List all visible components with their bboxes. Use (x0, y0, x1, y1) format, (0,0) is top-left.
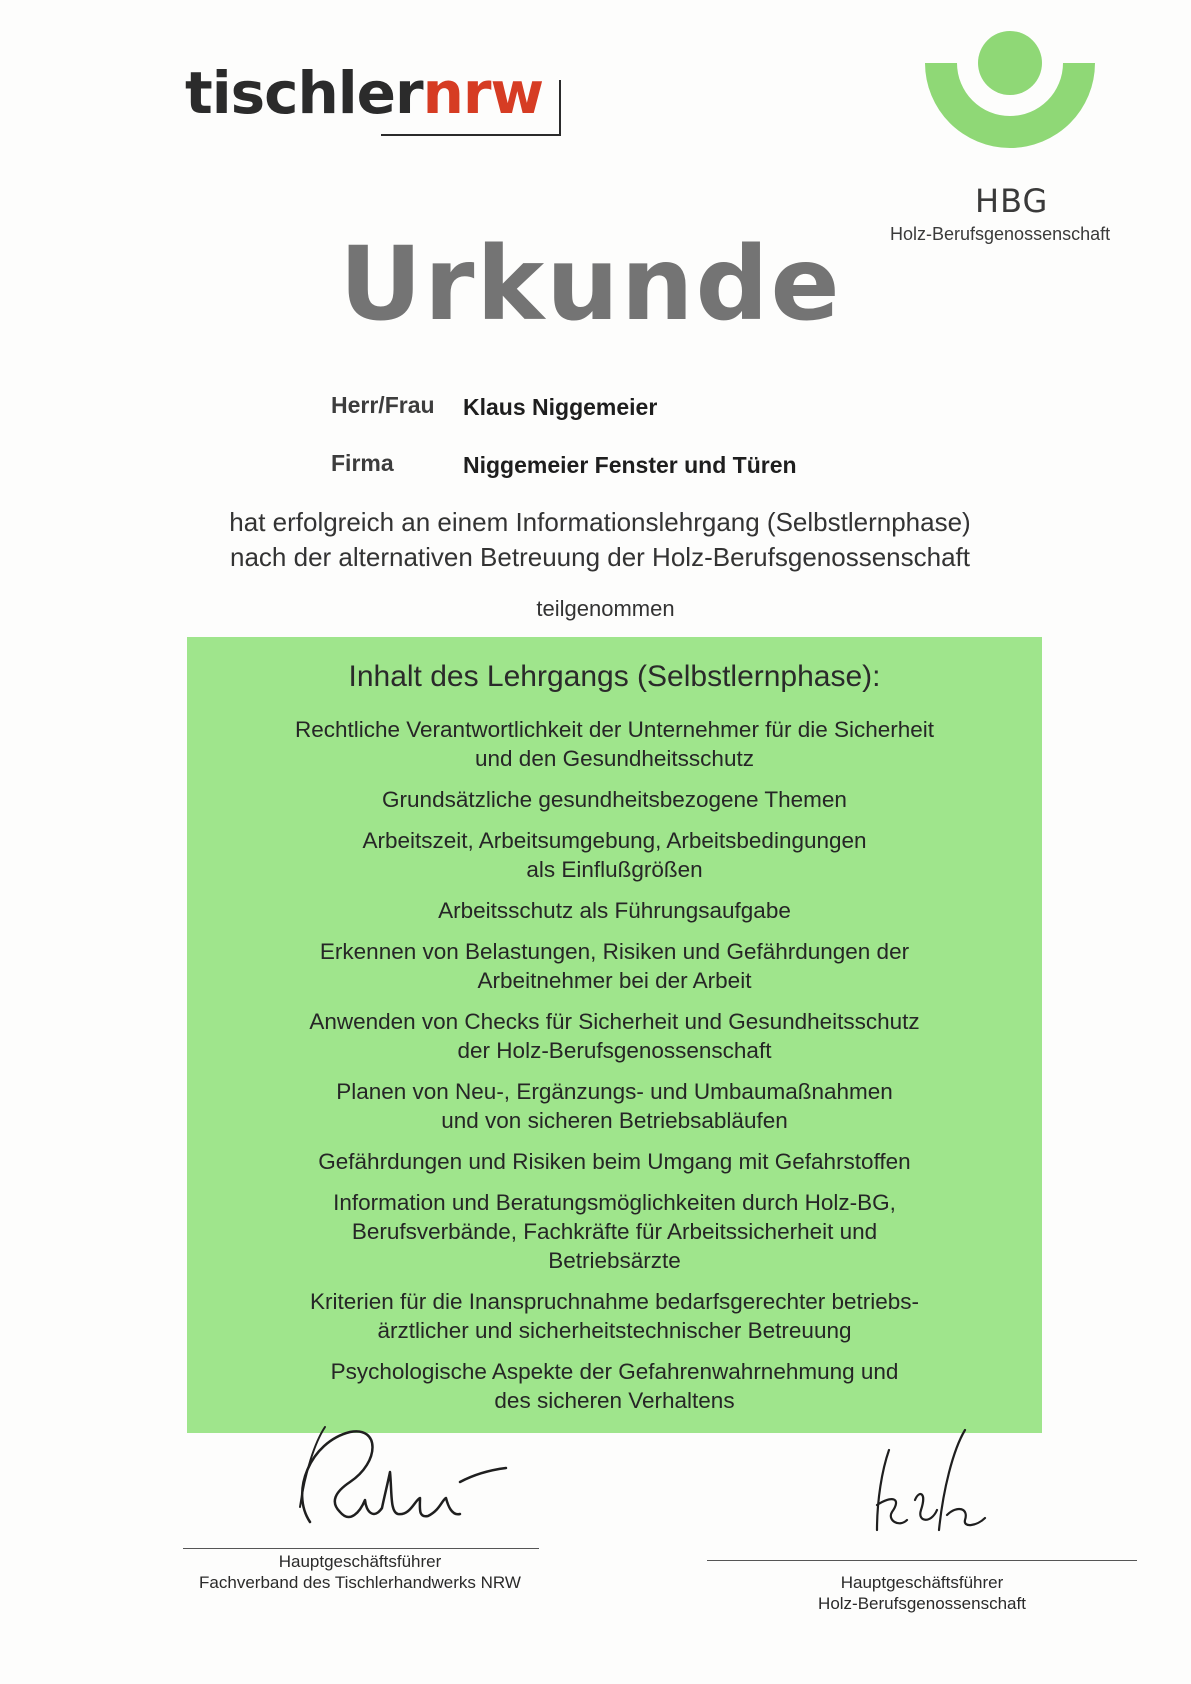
course-topic-line: ärztlicher und sicherheitstechnischer Betreuung (377, 1318, 852, 1343)
course-topic-line: Arbeitszeit, Arbeitsumgebung, Arbeitsbedingungen (362, 828, 867, 853)
page-title (0, 225, 1191, 344)
hbg-full-name: Holz-Berufsgenossenschaft (890, 224, 1111, 244)
course-topic-line: Psychologische Aspekte der Gefahrenwahrnehmung und (330, 1359, 899, 1384)
course-topic-line: der Holz-Berufsgenossenschaft (457, 1038, 772, 1063)
hbg-logo (880, 28, 1140, 244)
course-topic-item (237, 785, 992, 814)
course-topic-line: Anwenden von Checks für Sicherheit und Gesundheitsschutz (309, 1009, 920, 1034)
right-signature-line (707, 1560, 1137, 1561)
course-topic-item (237, 896, 992, 925)
course-topic-line: und den Gesundheitsschutz (475, 746, 754, 771)
company-label: Firma (331, 450, 394, 476)
course-topic-line: Betriebsärzte (548, 1248, 681, 1273)
logo-underline (381, 134, 561, 136)
hbg-abbreviation: HBG (975, 182, 1049, 220)
course-topic-item (237, 1188, 992, 1275)
course-topic-item (237, 1147, 992, 1176)
tischler-nrw-logo (185, 58, 565, 140)
left-signature-org: Fachverband des Tischlerhandwerks NRW (199, 1573, 521, 1592)
logo-vertical-rule (559, 80, 561, 136)
company-field (331, 450, 931, 480)
course-topic-line: Arbeitsschutz als Führungsaufgabe (438, 898, 791, 923)
course-topic-item (237, 715, 992, 773)
course-topic-line: Grundsätzliche gesundheitsbezogene Themen (382, 787, 847, 812)
course-topic-item (237, 826, 992, 884)
left-signature-line (183, 1548, 539, 1549)
course-topic-line: Gefährdungen und Risiken beim Umgang mit Gefahrstoffen (318, 1149, 911, 1174)
right-signature-block (707, 1420, 1137, 1620)
course-topic-line: Kriterien für die Inanspruchnahme bedarfsgerechter betriebs- (309, 1289, 920, 1314)
course-topic-line: Arbeitnehmer bei der Arbeit (477, 968, 752, 993)
name-field (331, 392, 831, 422)
page-title-text: Urkunde (339, 225, 842, 344)
name-label: Herr/Frau (331, 392, 435, 418)
course-topic-line: Erkennen von Belastungen, Risiken und Gefährdungen der (319, 939, 910, 964)
right-signature-org: Holz-Berufsgenossenschaft (818, 1594, 1026, 1613)
tischler-logo-wordmark (185, 58, 543, 128)
company-value: Niggemeier Fenster und Türen (463, 452, 797, 478)
tischler-logo-text: tischler (185, 59, 423, 127)
course-topic-line: und von sicheren Betriebsabläufen (441, 1108, 788, 1133)
left-signature-image (270, 1412, 510, 1552)
course-topic-item (237, 1077, 992, 1135)
intro-text (150, 505, 1050, 575)
course-topic-item (237, 1007, 992, 1065)
course-topic-line: Planen von Neu-, Ergänzungs- und Umbaumaßnahmen (336, 1079, 893, 1104)
nrw-logo-text: nrw (422, 59, 544, 127)
left-signature-block (180, 1400, 540, 1600)
right-signature-role: Hauptgeschäftsführer (840, 1573, 1004, 1592)
course-topic-line: als Einflußgrößen (526, 857, 703, 882)
course-content-heading: Inhalt des Lehrgangs (Selbstlernphase): (348, 660, 881, 693)
name-value: Klaus Niggemeier (463, 394, 658, 420)
participated-text: teilgenommen (536, 596, 675, 621)
course-topic-line: Berufsverbände, Fachkräfte für Arbeitssicherheit und (351, 1219, 878, 1244)
course-topic-line: Rechtliche Verantwortlichkeit der Unternehmer für die Sicherheit (294, 717, 935, 742)
intro-line: hat erfolgreich an einem Informationslehrgang (Selbstlernphase) (229, 507, 971, 537)
right-signature-image (847, 1420, 997, 1540)
course-topic-line: des sicheren Verhaltens (494, 1388, 735, 1413)
left-signature-role: Hauptgeschäftsführer (278, 1552, 442, 1571)
course-topic-line: Information und Beratungsmöglichkeiten durch Holz-BG, (333, 1190, 896, 1215)
course-content-list (237, 715, 992, 1427)
course-topic-item (237, 1287, 992, 1345)
hbg-emblem-icon (925, 28, 1095, 153)
course-content-box (187, 637, 1042, 1433)
course-topic-item (237, 937, 992, 995)
intro-line: nach der alternativen Betreuung der Holz-Berufsgenossenschaft (230, 542, 970, 572)
